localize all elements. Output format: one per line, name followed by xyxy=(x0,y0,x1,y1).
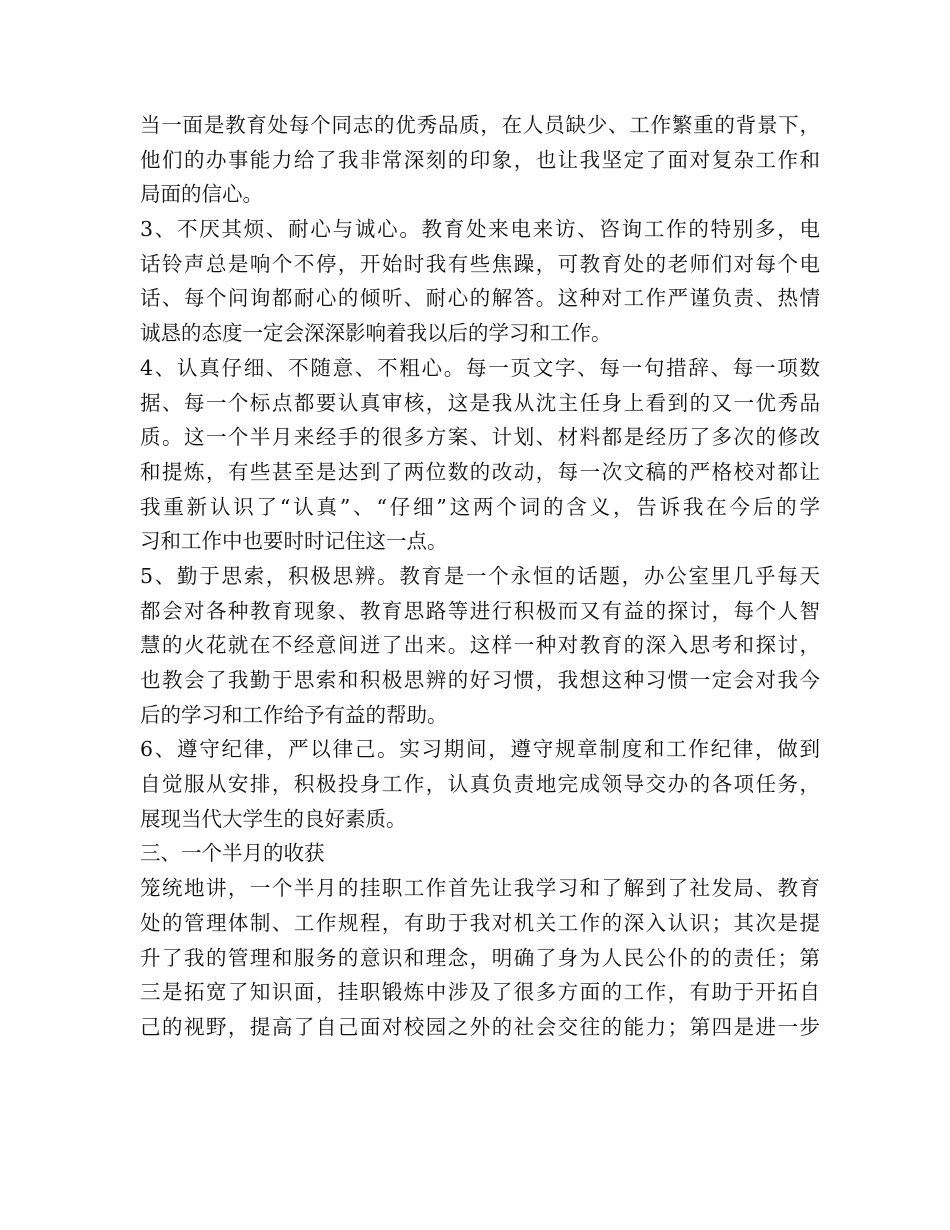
text-line: 展现当代大学生的良好素质。 xyxy=(140,806,407,831)
text-line: 笼统地讲，一个半月的挂职工作首先让我学习和了解到了社发局、教育 xyxy=(140,876,820,901)
text-line: 3、不厌其烦、耐心与诚心。教育处来电来访、咨询工作的特别多，电 xyxy=(140,217,820,242)
text-line: 质。这一个半月来经手的很多方案、计划、材料都是经历了多次的修改 xyxy=(140,425,820,450)
text-line: 和提炼，有些甚至是达到了两位数的改动，每一次文稿的严格校对都让 xyxy=(140,459,820,484)
text-line: 三、一个半月的收获 xyxy=(140,841,325,866)
text-line: 话铃声总是响个不停，开始时我有些焦躁，可教育处的老师们对每个电 xyxy=(140,251,820,276)
text-line: 处的管理体制、工作规程，有助于我对机关工作的深入认识；其次是提 xyxy=(140,910,820,935)
text-line: 都会对各种教育现象、教育思路等进行积极而又有益的探讨，每个人智 xyxy=(140,598,820,623)
text-line: 他们的办事能力给了我非常深刻的印象，也让我坚定了面对复杂工作和 xyxy=(140,147,820,172)
text-line: 局面的信心。 xyxy=(140,182,263,207)
text-line: 三是拓宽了知识面，挂职锻炼中涉及了很多方面的工作，有助于开拓自 xyxy=(140,980,820,1005)
text-line: 慧的火花就在不经意间迸了出来。这样一种对教育的深入思考和探讨， xyxy=(140,633,820,658)
text-line: 升了我的管理和服务的意识和理念，明确了身为人民公仆的的责任；第 xyxy=(140,945,820,970)
text-line: 据、每一个标点都要认真审核，这是我从沈主任身上看到的又一优秀品 xyxy=(140,390,820,415)
text-line: 我重新认识了“认真”、“仔细”这两个词的含义，告诉我在今后的学 xyxy=(140,494,820,519)
text-line: 习和工作中也要时时记住这一点。 xyxy=(140,529,448,554)
text-line: 话、每个问询都耐心的倾听、耐心的解答。这种对工作严谨负责、热情 xyxy=(140,286,820,311)
text-line: 6、遵守纪律，严以律己。实习期间，遵守规章制度和工作纪律，做到 xyxy=(140,737,820,762)
text-line: 5、勤于思索，积极思辨。教育是一个永恒的话题，办公室里几乎每天 xyxy=(140,563,820,588)
text-line: 诚恳的态度一定会深深影响着我以后的学习和工作。 xyxy=(140,321,612,346)
text-line: 后的学习和工作给予有益的帮助。 xyxy=(140,702,448,727)
text-line: 4、认真仔细、不随意、不粗心。每一页文字、每一句措辞、每一项数 xyxy=(140,355,820,380)
document-body xyxy=(140,108,820,1045)
text-line: 自觉服从安排，积极投身工作，认真负责地完成领导交办的各项任务， xyxy=(140,772,820,797)
text-line: 也教会了我勤于思索和积极思辨的好习惯，我想这种习惯一定会对我今 xyxy=(140,668,820,692)
text-line: 己的视野，提高了自己面对校园之外的社会交往的能力；第四是进一步 xyxy=(140,1014,820,1039)
text-line: 当一面是教育处每个同志的优秀品质，在人员缺少、工作繁重的背景下， xyxy=(140,113,820,137)
